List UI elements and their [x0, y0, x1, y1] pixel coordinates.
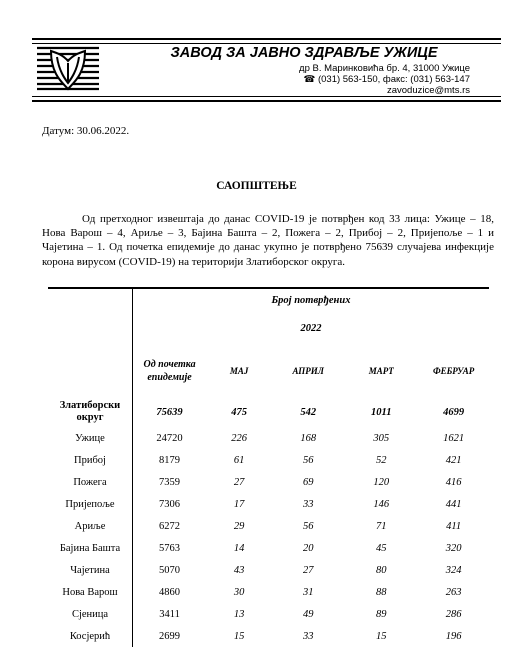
cell: 168	[300, 432, 317, 444]
institution-phone: ☎ (031) 563-150, факс: (031) 563-147	[303, 74, 470, 85]
document-title: САОПШТЕЊЕ	[216, 180, 297, 192]
table-row	[48, 515, 489, 537]
cell: 1621	[443, 432, 465, 444]
row-name: Ужице	[48, 427, 132, 449]
institution-address: др В. Маринковића бр. 4, 31000 Ужице	[299, 63, 470, 74]
row-name: Пријепоље	[48, 493, 132, 515]
cell: 324	[445, 564, 462, 576]
cell: 263	[445, 586, 462, 598]
table-row	[48, 537, 489, 559]
cell: 27	[233, 476, 245, 488]
cell: 196	[445, 630, 462, 642]
cell: 475	[231, 406, 247, 418]
cell: 29	[233, 520, 245, 532]
cell: 89	[376, 608, 387, 620]
cell: 20	[302, 542, 314, 554]
cell: 61	[233, 454, 245, 466]
table-row	[48, 625, 489, 647]
row-name: Бајина Башта	[48, 537, 132, 559]
cases-table	[48, 287, 489, 647]
cell: 33	[302, 630, 314, 642]
cell: 441	[445, 498, 462, 510]
cell: 411	[446, 520, 462, 532]
row-name: Косјерић	[48, 625, 132, 647]
institution-name: ЗАВОД ЗА ЈАВНО ЗДРАВЉЕ УЖИЦЕ	[170, 45, 438, 61]
cell: 305	[373, 432, 390, 444]
cell: 88	[376, 586, 387, 598]
cell: 226	[231, 432, 247, 444]
cell: 6272	[159, 520, 181, 532]
cell: 69	[302, 476, 314, 488]
cell: 80	[376, 564, 387, 576]
year-header: 2022	[300, 322, 322, 334]
cell: 24720	[156, 432, 183, 444]
cell: 27	[302, 564, 314, 576]
cell: 2699	[159, 630, 181, 642]
table-row	[48, 427, 489, 449]
col-since-epidemic: Од почетка епидемије	[143, 359, 196, 383]
cell: 5070	[159, 564, 181, 576]
cell: 71	[376, 520, 387, 532]
institution-email: zavoduzice@mts.rs	[386, 85, 470, 96]
cell: 52	[376, 454, 387, 466]
letterhead-top-rule	[32, 43, 501, 44]
cell: 75639	[156, 406, 183, 418]
cell: 31	[302, 586, 314, 598]
cell: 15	[376, 630, 387, 642]
cell: 1011	[371, 406, 392, 418]
row-name: Прибој	[48, 449, 132, 471]
document-date: Датум: 30.06.2022.	[42, 125, 130, 137]
cell: 56	[302, 520, 314, 532]
cell: 4860	[159, 586, 181, 598]
table-row	[48, 493, 489, 515]
col-month-april: АПРИЛ	[292, 366, 324, 376]
cell: 7359	[159, 476, 181, 488]
cell: 5763	[159, 542, 181, 554]
cell: 320	[445, 542, 462, 554]
row-name: Златиборски округ	[48, 397, 132, 427]
col-month-march: МАРТ	[368, 366, 394, 376]
letterhead-bottom-rule	[32, 96, 501, 97]
cell: 416	[445, 476, 462, 488]
col-month-may: МАЈ	[229, 366, 249, 376]
cell: 45	[376, 542, 387, 554]
row-name: Ариље	[48, 515, 132, 537]
cell: 4699	[443, 406, 465, 418]
cell: 3411	[159, 608, 180, 620]
row-name: Чајетина	[48, 559, 132, 581]
table-row	[48, 581, 489, 603]
cell: 286	[445, 608, 462, 620]
table-row	[48, 449, 489, 471]
row-name: Сјеница	[48, 603, 132, 625]
cell: 120	[373, 476, 390, 488]
group-header: Број потврђених	[271, 294, 351, 306]
cell: 542	[300, 406, 317, 418]
table-row	[48, 471, 489, 493]
cell: 146	[373, 498, 390, 510]
cell: 14	[233, 542, 245, 554]
cell: 17	[233, 498, 245, 510]
table-row-total	[48, 397, 489, 427]
cell: 43	[233, 564, 245, 576]
cell: 15	[233, 630, 245, 642]
cell: 49	[302, 608, 314, 620]
announcement-paragraph: Од претходног извештаја до данас COVID-19 је потврђен код 33 лица: Ужице – 18, Нова Варош – 4, Ариље – 3, Бајина Башта – 2, Пожега – 2, Прибој – 2, Пријепоље – 1 и Чајетина – 1. Од почетка епидемије до данас укупно је потврђено 75639 случајева инфекције корона вирусом (COVID-19) на територији Златиборског округа.	[42, 213, 494, 268]
institute-logo-icon	[37, 45, 99, 91]
cell: 56	[302, 454, 314, 466]
cell: 33	[302, 498, 314, 510]
table-row	[48, 559, 489, 581]
col-month-february: ФЕБРУАР	[432, 366, 475, 376]
cell: 421	[445, 454, 462, 466]
cell: 7306	[159, 498, 181, 510]
cell: 8179	[159, 454, 181, 466]
row-name: Нова Варош	[48, 581, 132, 603]
table-row	[48, 603, 489, 625]
row-name: Пожега	[48, 471, 132, 493]
cell: 13	[233, 608, 245, 620]
cell: 30	[233, 586, 245, 598]
